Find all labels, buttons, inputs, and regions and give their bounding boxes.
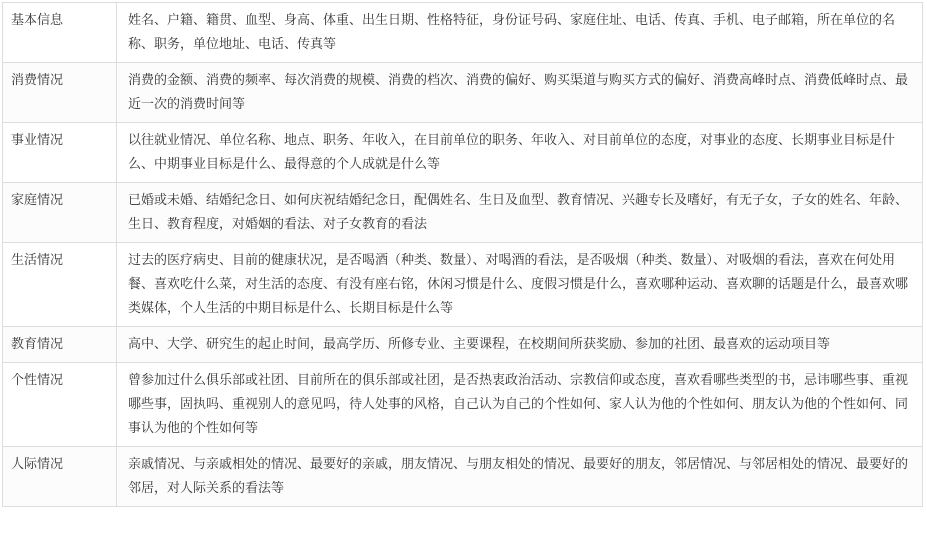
details-cell: 过去的医疗病史、目前的健康状况，是否喝酒（种类、数量）、对喝酒的看法，是否吸烟（种类、数量）、对吸烟的看法，喜欢在何处用餐、喜欢吃什么菜，对生活的态度、有没有座右铭，休闲习惯是什么、度假习惯是什么，喜欢哪种运动、喜欢聊的话题是什么，最喜欢哪类媒体，个人生活的中期目标是什么、长期目标是什么等 [117,243,923,327]
details-cell: 姓名、户籍、籍贯、血型、身高、体重、出生日期、性格特征，身份证号码、家庭住址、电话、传真、手机、电子邮箱，所在单位的名称、职务，单位地址、电话、传真等 [117,3,923,63]
category-cell: 家庭情况 [3,183,117,243]
table-row-social [3,447,923,507]
table-row-personality [3,363,923,447]
details-cell: 曾参加过什么俱乐部或社团、目前所在的俱乐部或社团，是否热衷政治活动、宗教信仰或态度，喜欢看哪些类型的书，忌讳哪些事、重视哪些事，固执吗、重视别人的意见吗，待人处事的风格，自己认为自己的个性如何、家人认为他的个性如何、朋友认为他的个性如何、同事认为他的个性如何等 [117,363,923,447]
table-row-family [3,183,923,243]
table-row-basic-info [3,3,923,63]
category-cell: 基本信息 [3,3,117,63]
table-body [3,3,923,507]
category-cell: 生活情况 [3,243,117,327]
details-cell: 亲戚情况、与亲戚相处的情况、最要好的亲戚，朋友情况、与朋友相处的情况、最要好的朋友，邻居情况、与邻居相处的情况、最要好的邻居，对人际关系的看法等 [117,447,923,507]
details-cell: 消费的金额、消费的频率、每次消费的规模、消费的档次、消费的偏好、购买渠道与购买方式的偏好、消费高峰时点、消费低峰时点、最近一次的消费时间等 [117,63,923,123]
table-row-life [3,243,923,327]
category-cell: 教育情况 [3,327,117,363]
details-cell: 高中、大学、研究生的起止时间，最高学历、所修专业、主要课程，在校期间所获奖励、参加的社团、最喜欢的运动项目等 [117,327,923,363]
category-cell: 事业情况 [3,123,117,183]
table-row-career [3,123,923,183]
category-cell: 人际情况 [3,447,117,507]
table-row-consumption [3,63,923,123]
category-cell: 消费情况 [3,63,117,123]
table-row-education [3,327,923,363]
details-cell: 以往就业情况、单位名称、地点、职务、年收入，在目前单位的职务、年收入、对目前单位的态度，对事业的态度、长期事业目标是什么、中期事业目标是什么、最得意的个人成就是什么等 [117,123,923,183]
category-cell: 个性情况 [3,363,117,447]
details-cell: 已婚或未婚、结婚纪念日、如何庆祝结婚纪念日，配偶姓名、生日及血型、教育情况、兴趣专长及嗜好，有无子女，子女的姓名、年龄、生日、教育程度，对婚姻的看法、对子女教育的看法 [117,183,923,243]
customer-info-table [2,2,923,507]
